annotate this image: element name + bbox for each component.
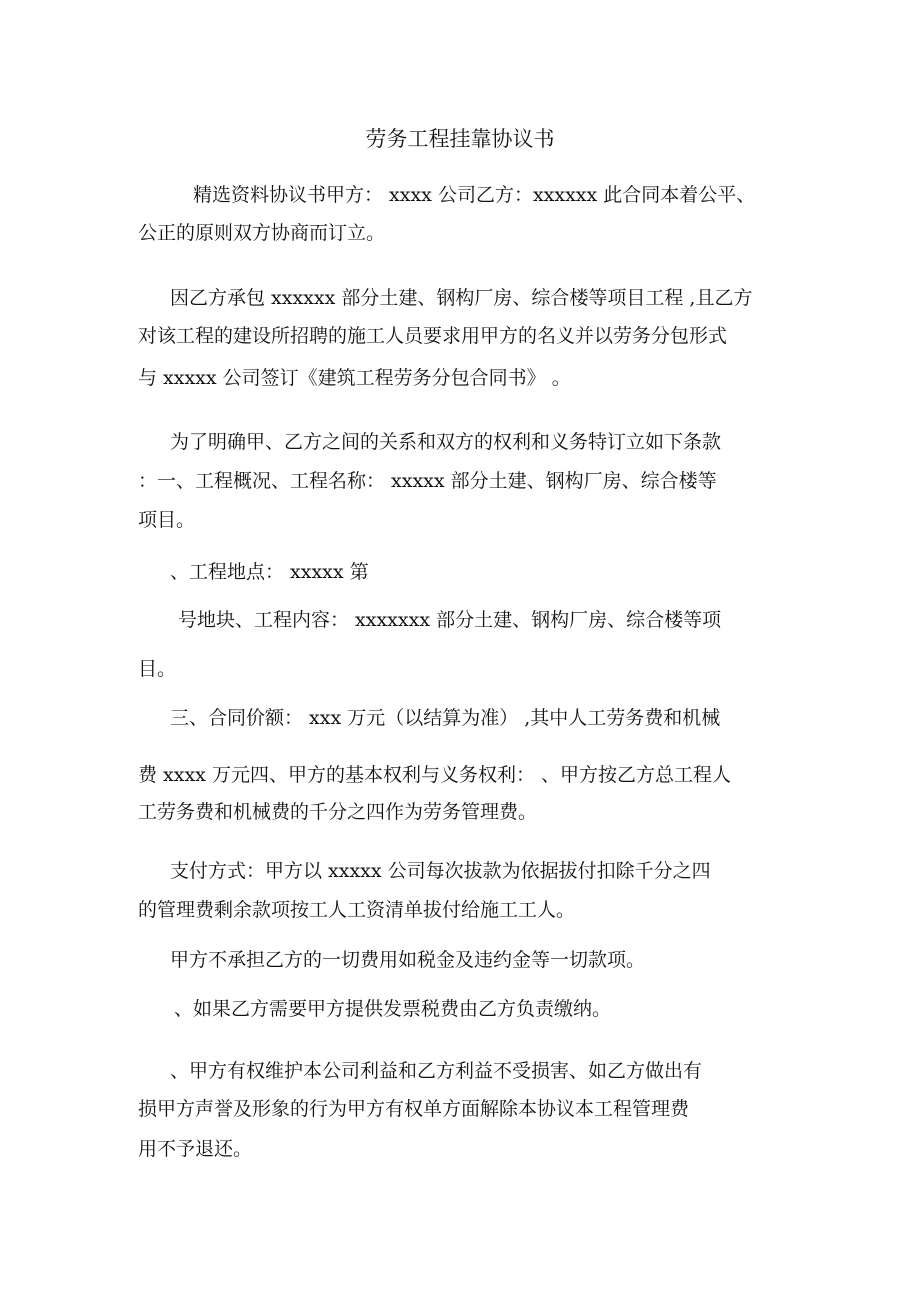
- text-line: 的管理费剩余款项按工人工资清单拔付给施工工人。: [138, 899, 576, 921]
- text-line: 为了明确甲、乙方之间的关系和双方的权利和义务特订立如下条款: [170, 431, 722, 453]
- document-title: 劳务工程挂靠协议书: [365, 127, 555, 151]
- text-line: 费 xxxx 万元四、甲方的基本权利与义务权利： 、甲方按乙方总工程人: [138, 764, 731, 786]
- text-line: 精选资料协议书甲方： xxxx 公司乙方：xxxxxx 此合同本着公平、: [193, 184, 756, 206]
- text-line: 、甲方有权维护本公司利益和乙方利益不受损害、如乙方做出有: [170, 1060, 703, 1082]
- text-line: 项目。: [138, 509, 196, 531]
- text-line: 公正的原则双方协商而订立。: [138, 222, 386, 244]
- text-line: 工劳务费和机械费的千分之四作为劳务管理费。: [138, 801, 538, 823]
- text-line: ：一、工程概况、工程名称： xxxxx 部分土建、钢构厂房、综合楼等: [138, 470, 717, 492]
- text-line: 目。: [138, 658, 177, 680]
- text-line: 、如果乙方需要甲方提供发票税费由乙方负责缴纳。: [174, 998, 612, 1020]
- text-line: 甲方不承担乙方的一切费用如税金及违约金等一切款项。: [170, 949, 646, 971]
- text-line: 损甲方声誉及形象的行为甲方有权单方面解除本协议本工程管理费: [138, 1098, 690, 1120]
- text-line: 号地块、工程内容： xxxxxxx 部分土建、钢构厂房、综合楼等项: [178, 609, 722, 631]
- text-line: 支付方式：甲方以 xxxxx 公司每次拔款为依据拔付扣除千分之四: [170, 860, 711, 882]
- text-line: 用不予退还。: [138, 1138, 253, 1160]
- text-line: 对该工程的建设所招聘的施工人员要求用甲方的名义并以劳务分包形式: [138, 325, 728, 347]
- text-line: 、工程地点： xxxxx 第: [170, 561, 369, 583]
- text-line: 三、合同价额： xxx 万元（以结算为准） ,其中人工劳务费和机械: [170, 707, 721, 729]
- text-line: 因乙方承包 xxxxxx 部分土建、钢构厂房、综合楼等项目工程 ,且乙方: [170, 287, 753, 309]
- text-line: 与 xxxxx 公司签订《建筑工程劳务分包合同书》 。: [138, 367, 571, 389]
